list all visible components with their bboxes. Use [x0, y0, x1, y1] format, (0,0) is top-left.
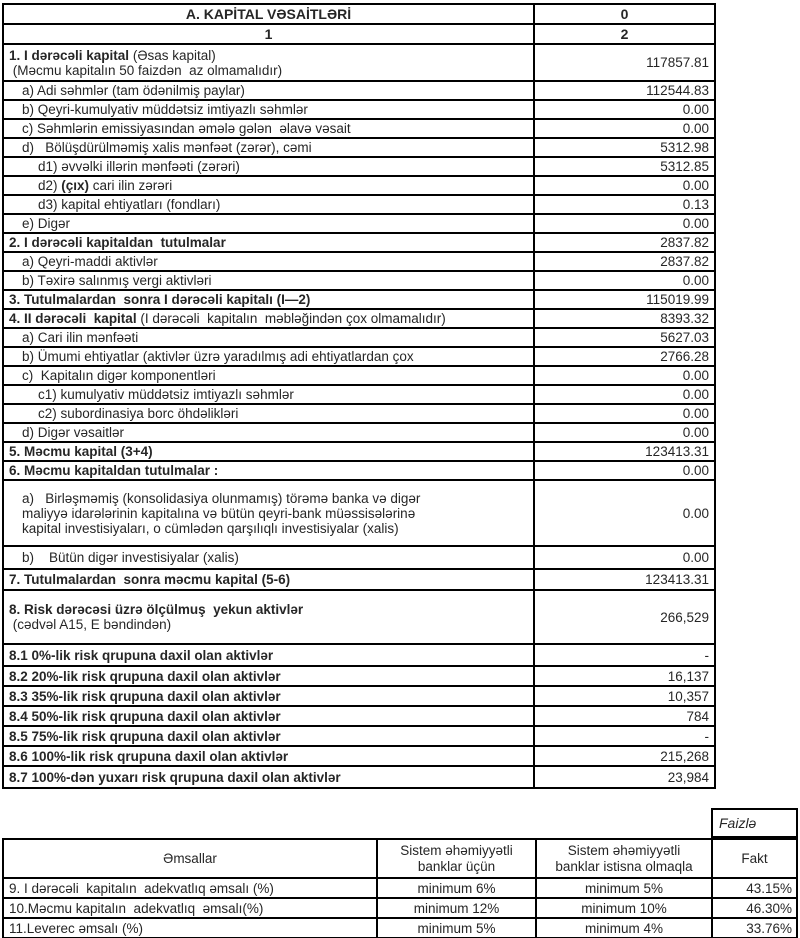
capital-row-value: 2766.28 — [534, 347, 715, 366]
capital-row-label-line: 4. II dərəcəli kapital (I dərəcəli kapitalın məbləğindən çox olmamalıdır) — [9, 311, 446, 326]
capital-row-label-line: maliyyə idarələrinin kapitalına və bütün qeyri-bank müəssisələrinə — [22, 505, 416, 521]
capital-table-row — [3, 81, 715, 100]
capital-row-label — [3, 119, 534, 138]
capital-table-row — [3, 100, 715, 119]
capital-row-label-line: c) Kapitalın digər komponentləri — [22, 368, 216, 383]
capital-row-label-line: b) Bütün digər investisiyalar (xalis) — [22, 550, 239, 565]
capital-table — [2, 3, 716, 789]
capital-row-value: 0.00 — [534, 119, 715, 138]
ratio-row-non-systemic-minimum: minimum 10% — [536, 898, 712, 918]
capital-table-title-row — [3, 4, 715, 24]
capital-row-value: 0.00 — [534, 271, 715, 290]
capital-row-value: 0.00 — [534, 404, 715, 423]
capital-row-label — [3, 81, 534, 100]
capital-row-label-line: 8. Risk dərəcəsi üzrə ölçülmuş yekun aktivlər — [9, 602, 304, 617]
ratios-header-coefficients: Əmsallar — [3, 839, 377, 878]
capital-table-row — [3, 644, 715, 666]
ratios-header-non-systemic-line1: Sistem əhəmiyyətli — [567, 842, 681, 858]
capital-row-label-line: d1) əvvəlki illərin mənfəəti (zərəri) — [38, 159, 240, 174]
fact-column-table — [711, 838, 798, 938]
capital-row-label-line: a) Adi səhmlər (tam ödənilmiş paylar) — [22, 83, 245, 98]
capital-row-label-line: 7. Tutulmalardan sonra məcmu kapital (5-6) — [9, 572, 291, 587]
capital-row-label — [3, 290, 534, 309]
capital-row-label — [3, 195, 534, 214]
unit-label: Faizlə — [719, 815, 757, 831]
capital-table-row — [3, 195, 715, 214]
capital-row-label — [3, 666, 534, 686]
capital-row-label — [3, 726, 534, 746]
capital-row-label-line: 8.6 100%-lik risk qrupuna daxil olan aktivlər — [9, 748, 289, 764]
capital-table-row — [3, 252, 715, 271]
capital-row-label — [3, 686, 534, 706]
ratios-header-systemic-line2: banklar üçün — [417, 858, 496, 874]
ratio-row-non-systemic-minimum: minimum 4% — [536, 918, 712, 938]
capital-row-label — [3, 366, 534, 385]
fact-column-row — [712, 898, 797, 918]
capital-row-label — [3, 746, 534, 766]
capital-table-row — [3, 546, 715, 569]
capital-row-value: 123413.31 — [534, 442, 715, 461]
ratios-header-systemic-line1: Sistem əhəmiyyətli — [400, 842, 513, 858]
capital-table-index-row — [3, 24, 715, 44]
capital-row-label — [3, 100, 534, 119]
capital-row-label — [3, 546, 534, 569]
capital-table-row — [3, 480, 715, 546]
capital-row-value: 0.00 — [534, 385, 715, 404]
capital-row-value: 112544.83 — [534, 81, 715, 100]
capital-table-row — [3, 706, 715, 726]
capital-row-label-line: 2. I dərəcəli kapitaldan tutulmalar — [9, 235, 226, 250]
capital-col-index-value: 2 — [534, 24, 715, 44]
capital-table-row — [3, 423, 715, 442]
capital-table-row — [3, 119, 715, 138]
capital-table-title-value: 0 — [534, 4, 715, 24]
capital-row-label — [3, 442, 534, 461]
capital-row-label-line: kapital investisiyaları, o cümlədən qarşılıqlı investisiyalar (xalis) — [22, 520, 399, 536]
capital-row-label — [3, 309, 534, 328]
capital-table-row — [3, 233, 715, 252]
capital-row-value: 0.13 — [534, 195, 715, 214]
capital-row-label — [3, 461, 534, 480]
capital-col-index-label: 1 — [3, 24, 534, 44]
capital-table-row — [3, 461, 715, 480]
ratios-header-non-systemic-line2: banklar istisna olmaqla — [555, 858, 693, 874]
capital-row-value: 2837.82 — [534, 252, 715, 271]
capital-row-value: 23,984 — [534, 766, 715, 788]
ratios-table-row — [3, 898, 712, 918]
ratios-header-fact: Fakt — [712, 839, 797, 878]
ratio-row-label: 10.Məcmu kapitalın adekvatlıq əmsalı(%) — [3, 898, 377, 918]
capital-row-label-line: c) Səhmlərin emissiyasından əmələ gələn əlavə vəsait — [22, 121, 351, 136]
ratio-row-label: 11.Leverec əmsalı (%) — [3, 918, 377, 938]
capital-row-label-line: 8.7 100%-dən yuxarı risk qrupuna daxil olan aktivlər — [9, 769, 341, 785]
ratio-row-fact-value: 33.76% — [712, 918, 797, 938]
capital-table-row — [3, 44, 715, 81]
capital-table-row — [3, 176, 715, 195]
capital-row-value: 0.00 — [534, 423, 715, 442]
capital-row-value: 16,137 — [534, 666, 715, 686]
capital-row-value: 0.00 — [534, 176, 715, 195]
capital-row-value: 0.00 — [534, 546, 715, 569]
capital-table-row — [3, 404, 715, 423]
unit-label-box — [711, 808, 798, 838]
capital-row-value: 266,529 — [534, 590, 715, 644]
capital-row-label — [3, 328, 534, 347]
capital-table-row — [3, 666, 715, 686]
ratio-row-fact-value: 46.30% — [712, 898, 797, 918]
capital-row-label — [3, 347, 534, 366]
ratio-row-label: 9. I dərəcəli kapitalın adekvatlıq əmsalı (%) — [3, 878, 377, 898]
capital-row-label-line: a) Birləşməmiş (konsolidasiya olunmamış) törəmə banka və digər — [22, 490, 421, 506]
ratio-row-fact-value: 43.15% — [712, 878, 797, 898]
ratios-header-non-systemic — [536, 839, 712, 878]
capital-row-label-line: d3) kapital ehtiyatları (fondları) — [38, 197, 221, 212]
fact-column-row — [712, 918, 797, 938]
capital-row-label — [3, 157, 534, 176]
ratios-header-systemic — [377, 839, 536, 878]
fact-column-row — [712, 878, 797, 898]
capital-table-row — [3, 366, 715, 385]
capital-row-value: 123413.31 — [534, 569, 715, 590]
capital-row-label-line: b) Qeyri-kumulyativ müddətsiz imtiyazlı səhmlər — [22, 102, 308, 117]
capital-row-label — [3, 644, 534, 666]
capital-table-row — [3, 726, 715, 746]
capital-row-value: 0.00 — [534, 100, 715, 119]
capital-row-value: 5627.03 — [534, 328, 715, 347]
capital-table-row — [3, 569, 715, 590]
capital-row-label-line: 8.2 20%-lik risk qrupuna daxil olan aktivlər — [9, 668, 281, 684]
capital-row-value: 117857.81 — [534, 44, 715, 81]
capital-table-row — [3, 590, 715, 644]
capital-row-value: 0.00 — [534, 214, 715, 233]
capital-row-value: - — [534, 726, 715, 746]
ratios-table-row — [3, 878, 712, 898]
capital-row-label — [3, 214, 534, 233]
capital-row-value: 115019.99 — [534, 290, 715, 309]
capital-table-row — [3, 290, 715, 309]
capital-row-label — [3, 385, 534, 404]
capital-row-label-line: b) Ümumi ehtiyatlar (aktivlər üzrə yaradılmış adi ehtiyatlardan çox — [22, 349, 414, 364]
capital-row-label-line: (cədvəl A15, E bəndindən) — [9, 617, 172, 632]
capital-row-label-line: c2) subordinasiya borc öhdəlikləri — [38, 406, 239, 421]
capital-row-label — [3, 252, 534, 271]
capital-row-value: 5312.98 — [534, 138, 715, 157]
ratio-row-systemic-minimum: minimum 12% — [377, 898, 536, 918]
capital-table-row — [3, 328, 715, 347]
capital-row-label-line: d) Digər vəsaitlər — [22, 425, 125, 440]
capital-row-label — [3, 569, 534, 590]
ratio-row-systemic-minimum: minimum 6% — [377, 878, 536, 898]
capital-table-row — [3, 347, 715, 366]
capital-table-row — [3, 442, 715, 461]
capital-row-label-line: 6. Məcmu kapitaldan tutulmalar : — [9, 463, 219, 478]
capital-row-label — [3, 766, 534, 788]
capital-row-value: 2837.82 — [534, 233, 715, 252]
capital-table-row — [3, 157, 715, 176]
capital-row-label-line: d2) (çıx) cari ilin zərəri — [38, 178, 173, 193]
capital-row-label — [3, 480, 534, 546]
capital-row-label — [3, 233, 534, 252]
capital-row-label — [3, 271, 534, 290]
capital-row-label-line: b) Təxirə salınmış vergi aktivləri — [22, 273, 212, 288]
capital-row-value: 784 — [534, 706, 715, 726]
capital-row-value: 8393.32 — [534, 309, 715, 328]
capital-row-value: 0.00 — [534, 461, 715, 480]
capital-row-label-line: 8.3 35%-lik risk qrupuna daxil olan aktivlər — [9, 688, 281, 704]
capital-row-label — [3, 706, 534, 726]
capital-table-row — [3, 309, 715, 328]
capital-row-value: 10,357 — [534, 686, 715, 706]
capital-row-label-line: 3. Tutulmalardan sonra I dərəcəli kapitalı (I—2) — [9, 292, 311, 307]
capital-table-row — [3, 138, 715, 157]
capital-row-label-line: 5. Məcmu kapital (3+4) — [9, 444, 153, 459]
capital-row-value: 5312.85 — [534, 157, 715, 176]
capital-row-label — [3, 590, 534, 644]
ratio-row-systemic-minimum: minimum 5% — [377, 918, 536, 938]
capital-row-value: 0.00 — [534, 480, 715, 546]
capital-row-label-line: (Məcmu kapitalın 50 faizdən az olmamalıdır) — [9, 62, 283, 78]
capital-row-value: 215,268 — [534, 746, 715, 766]
fact-header-row — [712, 839, 797, 878]
capital-table-row — [3, 686, 715, 706]
capital-row-label-line: a) Qeyri-maddi aktivlər — [22, 254, 158, 269]
capital-table-row — [3, 214, 715, 233]
capital-table-row — [3, 746, 715, 766]
capital-table-row — [3, 385, 715, 404]
capital-row-label — [3, 423, 534, 442]
capital-row-label-line: e) Digər — [22, 216, 71, 231]
capital-table-row — [3, 271, 715, 290]
capital-row-value: - — [534, 644, 715, 666]
capital-row-label-line: d) Bölüşdürülməmiş xalis mənfəət (zərər), cəmi — [22, 140, 312, 155]
capital-row-label — [3, 44, 534, 81]
capital-table-title: A. KAPİTAL VƏSAİTLƏRİ — [3, 4, 534, 24]
ratios-header-row — [3, 839, 712, 878]
capital-row-label — [3, 138, 534, 157]
capital-row-label-line: 8.4 50%-lik risk qrupuna daxil olan aktivlər — [9, 708, 281, 724]
capital-row-label-line: 8.1 0%-lik risk qrupuna daxil olan aktivlər — [9, 647, 274, 663]
ratios-table-row — [3, 918, 712, 938]
capital-row-label-line: c1) kumulyativ müddətsiz imtiyazlı səhmlər — [38, 387, 294, 402]
ratio-row-non-systemic-minimum: minimum 5% — [536, 878, 712, 898]
capital-row-label — [3, 176, 534, 195]
capital-row-label-line: 1. I dərəcəli kapital (Əsas kapital) — [9, 47, 216, 63]
capital-table-row — [3, 766, 715, 788]
capital-row-label — [3, 404, 534, 423]
capital-row-label-line: 8.5 75%-lik risk qrupuna daxil olan aktivlər — [9, 728, 281, 744]
capital-row-label-line: a) Cari ilin mənfəəti — [22, 330, 139, 345]
ratios-table — [2, 838, 713, 938]
capital-row-value: 0.00 — [534, 366, 715, 385]
